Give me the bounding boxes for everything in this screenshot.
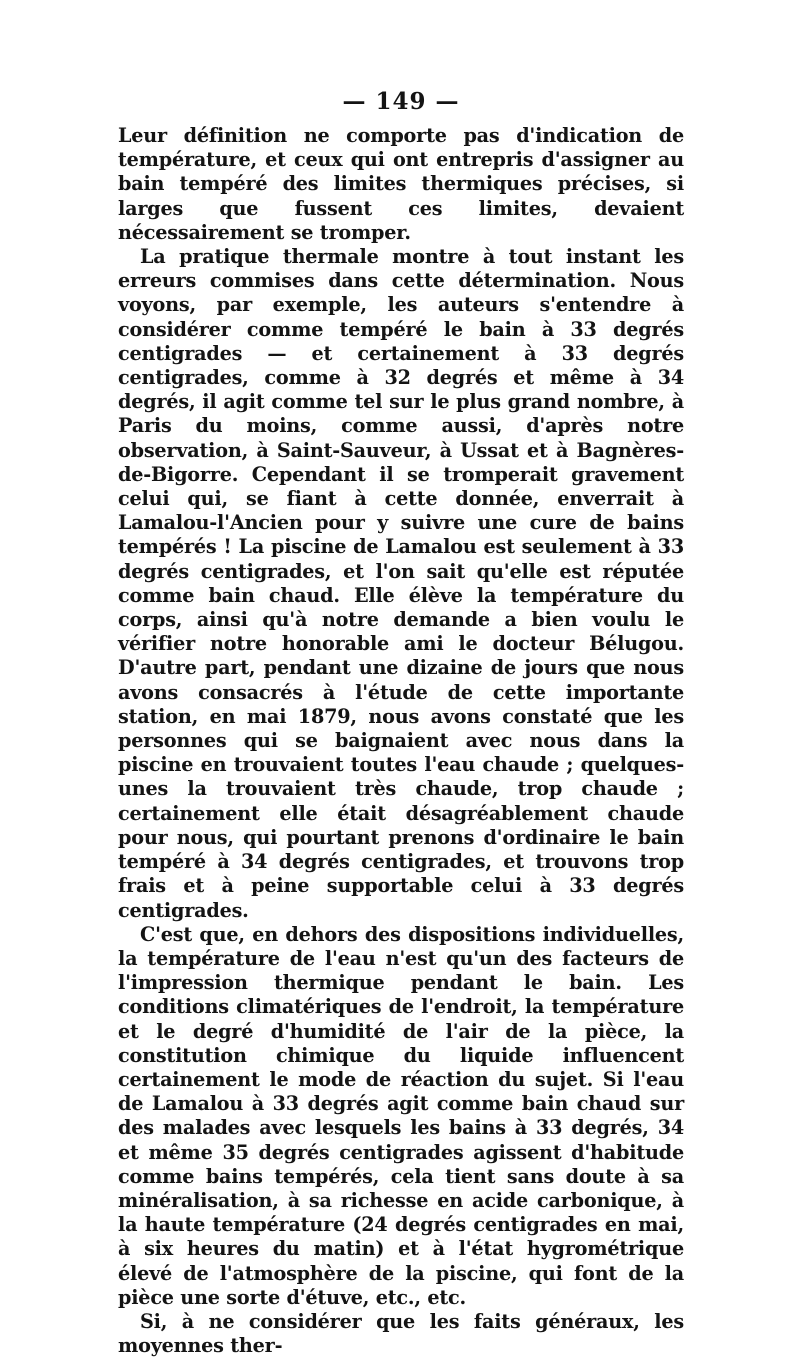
paragraph-4: Si, à ne considérer que les faits généraux, les moyennes ther- bbox=[118, 1309, 684, 1358]
paragraph-3: C'est que, en dehors des dispositions individuelles, la température de l'eau n'est qu'un des facteurs de l'impression thermique pendant le bain. Les conditions climatériques de l'endroit, la température et le degré d'humidité de l'air de la pièce, la constitution chimique du liquide influencent certainement le mode de réaction du sujet. Si l'eau de Lamalou à 33 degrés agit comme bain chaud sur des malades avec lesquels les bains à 33 degrés, 34 et même 35 degrés centigrades agissent d'habitude comme bains tempérés, cela tient sans doute à sa minéralisation, à sa richesse en acide carbonique, à la haute température (24 degrés centigrades en mai, à six heures du matin) et à l'état hygrométrique élevé de l'atmosphère de la piscine, qui font de la pièce une sorte d'étuve, etc., etc. bbox=[118, 922, 684, 1309]
book-page bbox=[118, 88, 684, 1358]
paragraph-1: Leur définition ne comporte pas d'indication de température, et ceux qui ont entrepris d'assigner au bain tempéré des limites thermiques précises, si larges que fussent ces limites, devaient nécessairement se tromper. bbox=[118, 124, 684, 244]
paragraph-2: La pratique thermale montre à tout instant les erreurs commises dans cette détermination. Nous voyons, par exemple, les auteurs s'entendre à considérer comme tempéré le bain à 33 degrés centigrades — et certainement à 33 degrés centigrades, comme à 32 degrés et même à 34 degrés, il agit comme tel sur le plus grand nombre, à Paris du moins, comme aussi, d'après notre observation, à Saint-Sauveur, à Ussat et à Bagnères-de-Bigorre. Cependant il se tromperait gravement celui qui, se fiant à cette donnée, enverrait à Lamalou-l'Ancien pour y suivre une cure de bains tempérés ! La piscine de Lamalou est seulement à 33 degrés centigrades, et l'on sait qu'elle est réputée comme bain chaud. Elle élève la température du corps, ainsi qu'à notre demande a bien voulu le vérifier notre honorable ami le docteur Bélugou. D'autre part, pendant une dizaine de jours que nous avons consacrés à l'étude de cette importante station, en mai 1879, nous avons constaté que les personnes qui se baignaient avec nous dans la piscine en trouvaient toutes l'eau chaude ; quelques-unes la trouvaient très chaude, trop chaude ; certainement elle était désagréablement chaude pour nous, qui pourtant prenons d'ordinaire le bain tempéré à 34 degrés centigrades, et trouvons trop frais et à peine supportable celui à 33 degrés centigrades. bbox=[118, 245, 684, 922]
page-number: — 149 — bbox=[342, 88, 460, 115]
